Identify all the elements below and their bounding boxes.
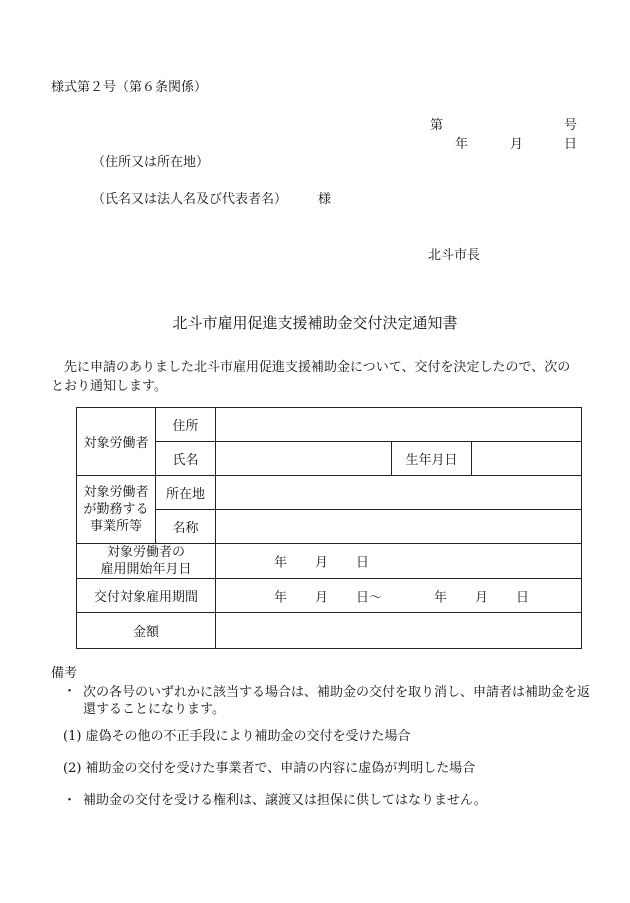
period-end-month: 月	[475, 590, 489, 605]
birthdate-field[interactable]	[472, 442, 582, 476]
recipient-name-label: （氏名又は法人名及び代表者名）	[92, 192, 288, 207]
worker-address-label: 住所	[156, 408, 216, 442]
worker-name-label: 氏名	[156, 442, 216, 476]
start-date-field[interactable]	[216, 544, 582, 579]
workplace-location-field[interactable]	[216, 476, 582, 510]
start-date-day: 日	[356, 555, 370, 571]
worker-header: 対象労働者	[77, 408, 156, 476]
amount-field[interactable]	[216, 613, 582, 649]
workplace-location-label: 所在地	[156, 476, 216, 510]
workplace-header	[77, 476, 156, 544]
period-start-day: 日～	[356, 590, 383, 605]
start-date-year: 年	[274, 555, 288, 571]
doc-number-go: 号	[564, 118, 578, 133]
notes-sub-item-1: (1) 虚偽その他の不正手段により補助金の交付を受けた場合	[63, 729, 411, 744]
document-title: 北斗市雇用促進支援補助金交付決定通知書	[172, 314, 458, 332]
notes-bullet-1: ・	[63, 684, 77, 699]
date-year: 年	[455, 137, 469, 152]
notes-sub-item-2: (2) 補助金の交付を受けた事業者で、申請の内容に虚偽が判明した場合	[63, 761, 476, 776]
worker-address-field[interactable]	[216, 408, 582, 442]
amount-label: 金額	[77, 613, 216, 649]
period-end-day: 日	[516, 590, 530, 605]
workplace-header-line2: が勤務する	[83, 502, 149, 517]
workplace-header-line1: 対象労働者	[83, 485, 149, 500]
detail-table	[76, 407, 582, 649]
recipient-honorific: 様	[318, 192, 332, 207]
period-field[interactable]	[216, 579, 582, 613]
notes-bullet-2: ・	[63, 793, 77, 808]
issuer: 北斗市長	[428, 248, 481, 263]
start-date-label-line2: 雇用開始年月日	[100, 562, 192, 577]
start-date-month: 月	[315, 555, 329, 571]
period-start-month: 月	[315, 590, 329, 605]
date-month: 月	[510, 137, 524, 152]
start-date-label	[77, 544, 216, 579]
worker-name-field[interactable]	[216, 442, 392, 476]
period-label: 交付対象雇用期間	[77, 579, 216, 613]
form-number: 様式第２号（第６条関係）	[51, 80, 208, 95]
notes-header: 備考	[51, 666, 78, 681]
period-start-year: 年	[274, 590, 288, 605]
birthdate-label: 生年月日	[392, 442, 472, 476]
start-date-label-line1: 対象労働者の	[106, 545, 185, 560]
body-paragraph: 先に申請のありました北斗市雇用促進支援補助金について、交付を決定したので、次のとおり通知します。	[51, 360, 571, 394]
date-day: 日	[564, 137, 578, 152]
notes-item-2: 補助金の交付を受ける権利は、譲渡又は担保に供してはなりません。	[83, 793, 487, 808]
notes-item-1: 次の各号のいずれかに該当する場合は、補助金の交付を取り消し、申請者は補助金を返還することになります。	[83, 685, 591, 717]
recipient-address-label: （住所又は所在地）	[92, 155, 210, 170]
workplace-header-line3: 事業所等	[89, 519, 142, 534]
workplace-name-label: 名称	[156, 510, 216, 544]
doc-number-dai: 第	[430, 118, 444, 133]
period-end-year: 年	[434, 590, 448, 605]
workplace-name-field[interactable]	[216, 510, 582, 544]
